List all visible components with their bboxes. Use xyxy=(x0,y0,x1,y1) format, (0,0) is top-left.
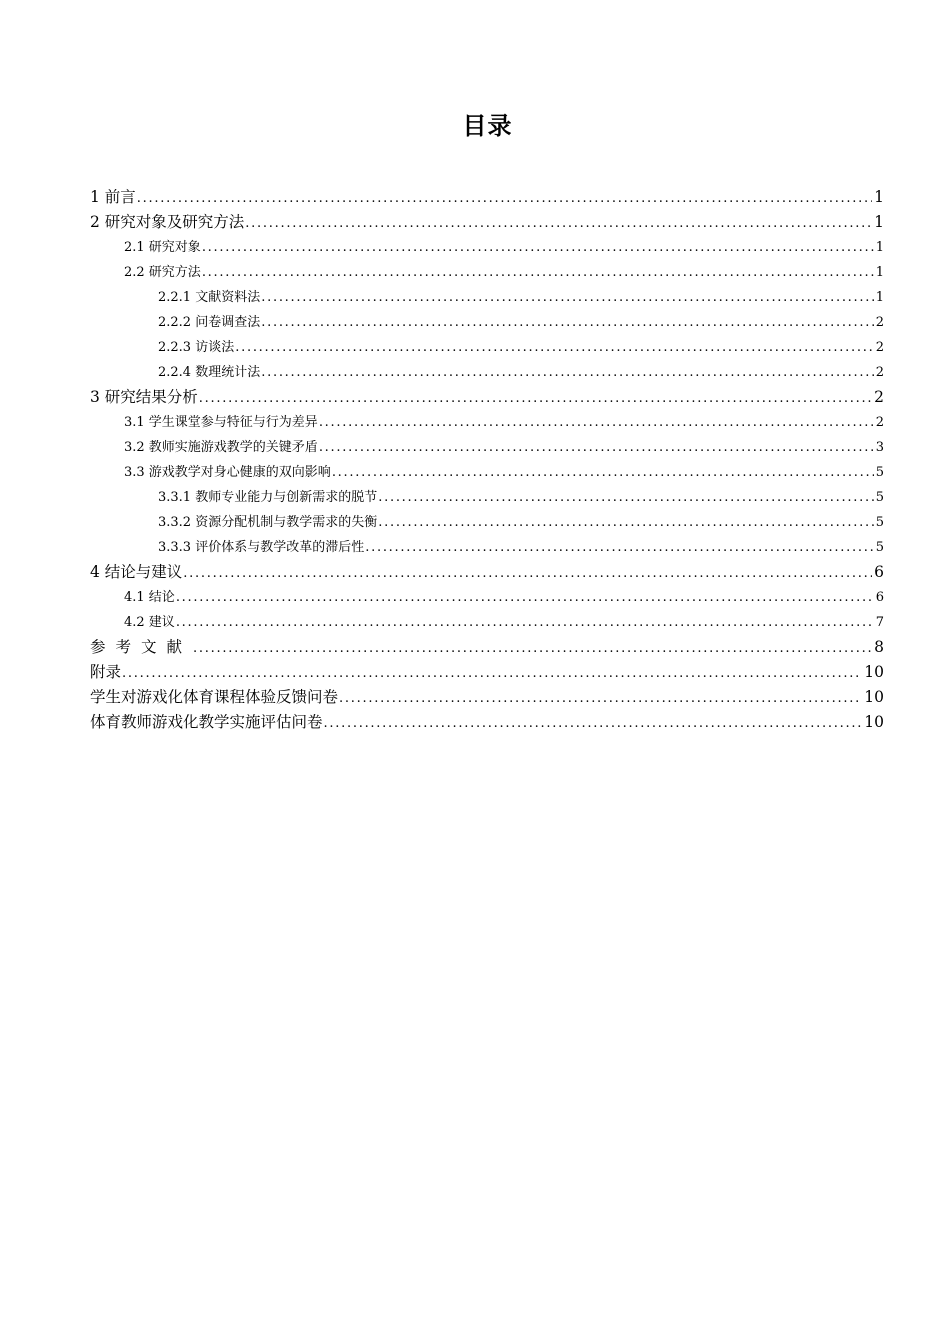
toc-entry[interactable] xyxy=(90,360,884,385)
toc-entry[interactable] xyxy=(90,185,884,210)
dot-leader xyxy=(319,410,874,435)
toc-entry-page: 2 xyxy=(875,365,884,380)
toc-entry[interactable] xyxy=(90,210,884,235)
toc-entry-label: 4.2 建议 xyxy=(124,615,175,630)
toc-entry-label: 3 研究结果分析 xyxy=(90,388,198,406)
dot-leader xyxy=(378,510,874,535)
toc-entry[interactable] xyxy=(90,560,884,585)
toc-entry-label: 3.2 教师实施游戏教学的关键矛盾 xyxy=(124,440,318,455)
toc-entry-label: 2.2.3 访谈法 xyxy=(158,340,235,355)
toc-entry[interactable] xyxy=(90,610,884,635)
toc-entry-page: 7 xyxy=(875,615,884,630)
toc-entry-label: 3.1 学生课堂参与特征与行为差异 xyxy=(124,415,318,430)
toc-entry-page: 8 xyxy=(874,638,884,656)
toc-entry[interactable] xyxy=(90,435,884,460)
dot-leader xyxy=(122,661,862,685)
toc-entry-page: 5 xyxy=(875,540,884,555)
dot-leader xyxy=(319,435,874,460)
toc-entry-label: 体育教师游戏化教学实施评估问卷 xyxy=(90,713,323,731)
toc-entry-page: 2 xyxy=(875,315,884,330)
toc-entry[interactable] xyxy=(90,485,884,510)
toc-entry-label: 2.2.4 数理统计法 xyxy=(158,365,261,380)
toc-entry[interactable] xyxy=(90,310,884,335)
dot-leader xyxy=(176,585,874,610)
toc-entry[interactable] xyxy=(90,385,884,410)
toc-entry-label: 4 结论与建议 xyxy=(90,563,183,581)
dot-leader xyxy=(199,386,872,410)
toc-title: 目录 xyxy=(462,112,513,140)
toc-entry[interactable] xyxy=(90,585,884,610)
toc-entry-page: 10 xyxy=(864,663,884,681)
toc-entry[interactable] xyxy=(90,685,884,710)
toc-entry-label: 2.2 研究方法 xyxy=(124,265,201,280)
dot-leader xyxy=(202,235,874,260)
toc-entry-label: 3.3.3 评价体系与教学改革的滞后性 xyxy=(158,540,365,555)
dot-leader xyxy=(365,535,874,560)
toc-entry[interactable] xyxy=(90,285,884,310)
toc-entry[interactable] xyxy=(90,535,884,560)
toc-entry-page: 10 xyxy=(864,713,884,731)
toc-entry-label: 2 研究对象及研究方法 xyxy=(90,213,245,231)
toc-entry-label: 4.1 结论 xyxy=(124,590,175,605)
toc-entry-page: 6 xyxy=(874,563,884,581)
dot-leader xyxy=(202,260,874,285)
toc-entry-page: 3 xyxy=(875,440,884,455)
toc-entry-label: 附录 xyxy=(90,663,122,681)
toc-entry-page: 2 xyxy=(874,388,884,406)
dot-leader xyxy=(378,485,874,510)
toc-entry[interactable] xyxy=(90,335,884,360)
toc-entry-label: 2.1 研究对象 xyxy=(124,240,201,255)
toc-entry-page: 6 xyxy=(875,590,884,605)
dot-leader xyxy=(324,711,863,735)
dot-leader xyxy=(176,610,874,635)
toc-entry-page: 1 xyxy=(875,265,884,280)
toc-entry[interactable] xyxy=(90,710,884,735)
toc-entry[interactable] xyxy=(90,635,884,660)
toc-entry-label: 3.3.1 教师专业能力与创新需求的脱节 xyxy=(158,490,378,505)
dot-leader xyxy=(245,211,872,235)
toc-entry[interactable] xyxy=(90,460,884,485)
toc-entry-label: 2.2.2 问卷调查法 xyxy=(158,315,261,330)
dot-leader xyxy=(193,636,872,660)
toc-entry-page: 5 xyxy=(875,515,884,530)
toc-entry[interactable] xyxy=(90,660,884,685)
toc-entry[interactable] xyxy=(90,260,884,285)
toc-entry-page: 2 xyxy=(875,340,884,355)
dot-leader xyxy=(261,285,874,310)
toc-entry-label: 3.3.2 资源分配机制与教学需求的失衡 xyxy=(158,515,378,530)
dot-leader xyxy=(235,335,874,360)
toc-entry-label: 参考文献 xyxy=(90,638,193,656)
toc-entry[interactable] xyxy=(90,235,884,260)
toc-entry-label: 学生对游戏化体育课程体验反馈问卷 xyxy=(90,688,339,706)
dot-leader xyxy=(183,561,872,585)
toc-entry[interactable] xyxy=(90,410,884,435)
dot-leader xyxy=(137,186,872,210)
toc-entry-page: 1 xyxy=(874,213,884,231)
dot-leader xyxy=(332,460,874,485)
toc-entry-page: 2 xyxy=(875,415,884,430)
toc-entry-page: 1 xyxy=(874,188,884,206)
dot-leader xyxy=(261,310,874,335)
toc-entry-page: 10 xyxy=(864,688,884,706)
toc-entry-page: 5 xyxy=(875,490,884,505)
dot-leader xyxy=(339,686,862,710)
toc-entry-label: 2.2.1 文献资料法 xyxy=(158,290,261,305)
toc-entry-label: 1 前言 xyxy=(90,188,136,206)
toc-entry-page: 1 xyxy=(875,240,884,255)
toc-entry-page: 5 xyxy=(875,465,884,480)
dot-leader xyxy=(261,360,874,385)
table-of-contents xyxy=(90,185,884,735)
toc-entry-label: 3.3 游戏教学对身心健康的双向影响 xyxy=(124,465,331,480)
toc-entry[interactable] xyxy=(90,510,884,535)
toc-entry-page: 1 xyxy=(875,290,884,305)
